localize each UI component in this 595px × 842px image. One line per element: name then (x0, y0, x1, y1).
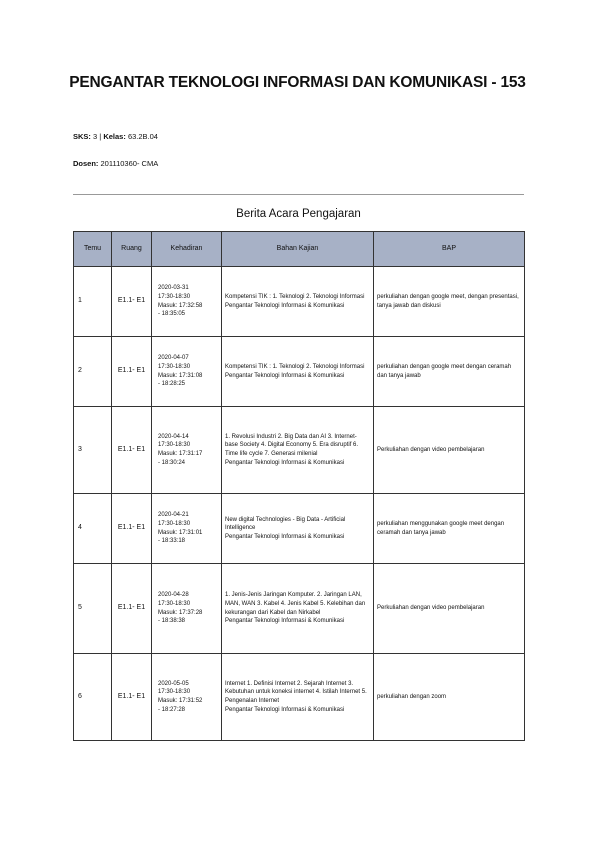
table-row (74, 494, 525, 564)
kelas-label: Kelas: (103, 132, 126, 141)
cell-bahan-kajian: Kompetensi TIK : 1. Teknologi 2. Teknologi Informasi Pengantar Teknologi Informasi & Komunikasi (222, 337, 374, 407)
cell-temu: 5 (74, 564, 112, 654)
table-row (74, 564, 525, 654)
header-bap: BAP (374, 232, 525, 267)
section-title: Berita Acara Pengajaran (236, 208, 361, 220)
cell-bahan-kajian: 1. Jenis-Jenis Jaringan Komputer. 2. Jaringan LAN, MAN, WAN 3. Kabel 4. Jenis Kabel 5. Kelebihan dan kekurangan dari Kabel dan Nirkabel Pengantar Teknologi Informasi & Komunikasi (222, 564, 374, 654)
table-header-row (74, 232, 525, 267)
header-bahan-kajian: Bahan Kajian (222, 232, 374, 267)
divider (73, 194, 524, 195)
cell-bap: perkuliahan dengan zoom (374, 654, 525, 741)
header-kehadiran: Kehadiran (152, 232, 222, 267)
cell-temu: 4 (74, 494, 112, 564)
cell-kehadiran: 2020-04-07 17:30-18:30 Masuk: 17:31:08 - 18:28:25 (152, 337, 222, 407)
cell-bap: Perkuliahan dengan video pembelajaran (374, 407, 525, 494)
cell-ruang: E1.1- E1 (112, 407, 152, 494)
table-row (74, 267, 525, 337)
cell-bap: perkuliahan dengan google meet, dengan presentasi, tanya jawab dan diskusi (374, 267, 525, 337)
kelas-value: 63.2B.04 (127, 132, 158, 141)
table-row (74, 407, 525, 494)
lecturer-info-line (73, 159, 158, 169)
sks-label: SKS: (73, 132, 91, 141)
cell-bahan-kajian: Kompetensi TIK : 1. Teknologi 2. Teknologi Informasi Pengantar Teknologi Informasi & Komunikasi (222, 267, 374, 337)
cell-bahan-kajian: 1. Revolusi Industri 2. Big Data dan AI 3. Internet-base Society 4. Digital Economy 5. Era disruptif 6. Time life cycle 7. Generasi milenial Pengantar Teknologi Informasi & Komunikasi (222, 407, 374, 494)
cell-temu: 1 (74, 267, 112, 337)
cell-bap: Perkuliahan dengan video pembelajaran (374, 564, 525, 654)
cell-kehadiran: 2020-04-14 17:30-18:30 Masuk: 17:31:17 - 18:30:24 (152, 407, 222, 494)
header-ruang: Ruang (112, 232, 152, 267)
cell-bahan-kajian: Internet 1. Definisi Internet 2. Sejarah Internet 3. Kebutuhan untuk koneksi internet 4. Istilah Internet 5. Pengenalan Internet Pengantar Teknologi Informasi & Komunikasi (222, 654, 374, 741)
cell-ruang: E1.1- E1 (112, 267, 152, 337)
dosen-value: 201110360- CMA (100, 159, 159, 168)
cell-bap: perkuliahan menggunakan google meet dengan ceramah dan tanya jawab (374, 494, 525, 564)
dosen-label: Dosen: (73, 159, 99, 168)
cell-kehadiran: 2020-04-28 17:30-18:30 Masuk: 17:37:28 - 18:38:38 (152, 564, 222, 654)
course-info-line (73, 132, 158, 142)
cell-bap: perkuliahan dengan google meet dengan ceramah dan tanya jawab (374, 337, 525, 407)
cell-kehadiran: 2020-04-21 17:30-18:30 Masuk: 17:31:01 - 18:33:18 (152, 494, 222, 564)
cell-kehadiran: 2020-03-31 17:30-18:30 Masuk: 17:32:58 - 18:35:05 (152, 267, 222, 337)
cell-ruang: E1.1- E1 (112, 654, 152, 741)
sks-value: 3 (93, 132, 98, 141)
cell-ruang: E1.1- E1 (112, 337, 152, 407)
cell-bahan-kajian: New digital Technologies - Big Data - Artificial Intelligence Pengantar Teknologi Informasi & Komunikasi (222, 494, 374, 564)
cell-kehadiran: 2020-05-05 17:30-18:30 Masuk: 17:31:52 - 18:27:28 (152, 654, 222, 741)
header-temu: Temu (74, 232, 112, 267)
cell-ruang: E1.1- E1 (112, 494, 152, 564)
info-separator: | (99, 132, 102, 141)
teaching-report-table (73, 231, 525, 741)
table-row (74, 654, 525, 741)
cell-temu: 3 (74, 407, 112, 494)
table-row (74, 337, 525, 407)
cell-temu: 6 (74, 654, 112, 741)
document-title: PENGANTAR TEKNOLOGI INFORMASI DAN KOMUNIKASI - 153 (69, 74, 526, 91)
cell-ruang: E1.1- E1 (112, 564, 152, 654)
cell-temu: 2 (74, 337, 112, 407)
